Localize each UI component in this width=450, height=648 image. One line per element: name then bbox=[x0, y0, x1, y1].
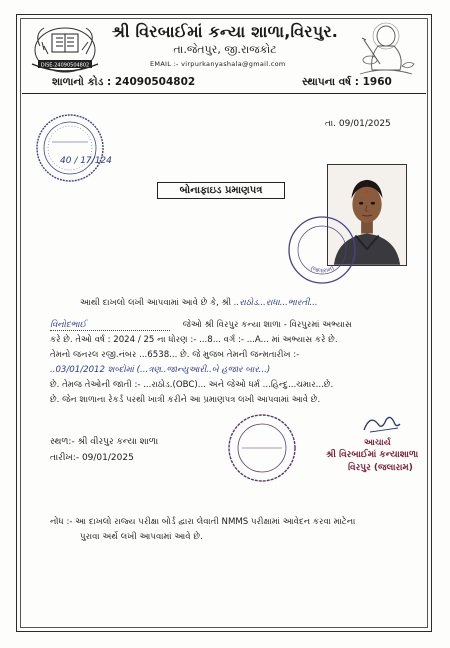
place-label: સ્થળ:- શ્રી વીરપુર કન્યા શાળા bbox=[50, 437, 159, 447]
body-line-2: વિનોદભાઈ જેઓ શ્રી વિરપુર કન્યા શાળા - વિરપુરમાં અભ્યાસ bbox=[50, 320, 352, 330]
round-stamp-bottom bbox=[226, 412, 298, 484]
logo-ring-text: DISE-24090504802 bbox=[40, 62, 90, 69]
birth-date-line: ..03/01/2012 શબ્દોમાં (...ત્રણ..જાન્યુઆરી..બે હજાર બાર...) bbox=[50, 365, 271, 375]
school-address: તા.જેતપુર, જી.રાજકોટ bbox=[173, 43, 277, 56]
principal-signature bbox=[360, 412, 404, 436]
school-stamp-line-1: શ્રી વિરબાઈમાં કન્યાશાળા bbox=[326, 450, 419, 460]
body-line-3: કરે છે. તેઓ વર્ષ : 2024 / 25 ના ધોરણ :- ...8... વર્ગ :- ...A... માં અભ્યાસ કરે છે. bbox=[50, 335, 338, 345]
caste-religion-line: છે. તેમજ તેઓની જાતી :- ...રાઠોડ.(OBC)... અને જેઓ ધર્મ ...હિન્દુ...ચમાર...છે. bbox=[50, 380, 334, 390]
registration-number: 40 / 17/124 bbox=[60, 156, 112, 166]
school-name: શ્રી વિરબાઈમાં કન્યા શાળા,વિરપુર. bbox=[111, 22, 339, 41]
note-line-2: પુરાવા અર્થે લખી આપવામાં આવે છે. bbox=[80, 532, 203, 542]
school-code: શાળાનો કોડ : 24090504802 bbox=[52, 76, 196, 88]
round-stamp-topleft bbox=[34, 112, 106, 184]
school-email: EMAIL :- virpurkanyashala@gmail.com bbox=[150, 60, 286, 68]
body-line-1: આથી દાખલો લખી આપવામાં આવે છે કે, શ્રી ..રાઠોડ...રાધા...ભારતી... bbox=[80, 298, 318, 308]
principal-title: આચાર્ય bbox=[364, 438, 391, 448]
certificate-title: બોનાફાઇડ પ્રમાણપત્ર bbox=[157, 182, 285, 199]
round-stamp-photo bbox=[286, 214, 358, 286]
certificate-date: તા. 09/01/2025 bbox=[325, 119, 391, 129]
school-logo bbox=[26, 20, 104, 76]
header-divider bbox=[22, 93, 426, 94]
student-name: ..રાઠોડ...રાધા...ભારતી... bbox=[233, 298, 318, 308]
stamp-ring-text: (જલારામ) bbox=[309, 264, 336, 275]
school-stamp-line-2: વિરપુર (જલારામ) bbox=[348, 463, 413, 473]
issue-date: તારીખ:- 09/01/2025 bbox=[50, 453, 134, 463]
establishment-year: સ્થાપના વર્ષ : 1960 bbox=[302, 76, 392, 88]
body-line-7: છે. જેન શાળાના રેકર્ડ પરથી ખાત્રી કરીને આ પ્રમાણપત્ર લખી આપવામાં આવે છે. bbox=[50, 395, 321, 405]
saraswati-illustration bbox=[350, 20, 420, 80]
note-line-1: નોંધ :- આ દાખલો રાજ્ય પરીક્ષા બોર્ડ દ્વારા લેવાતી NMMS પરીક્ષામાં આવેદન કરવા માટેના bbox=[50, 517, 356, 527]
svg-text:(જલારામ) bbox=[309, 265, 335, 275]
body-line-4: તેમનો જનરલ રજી.નંબર ...6538... છે. જે મુજબ તેમની જન્મતારીખ :- bbox=[50, 350, 300, 360]
father-name: વિનોદભાઈ bbox=[50, 320, 170, 331]
